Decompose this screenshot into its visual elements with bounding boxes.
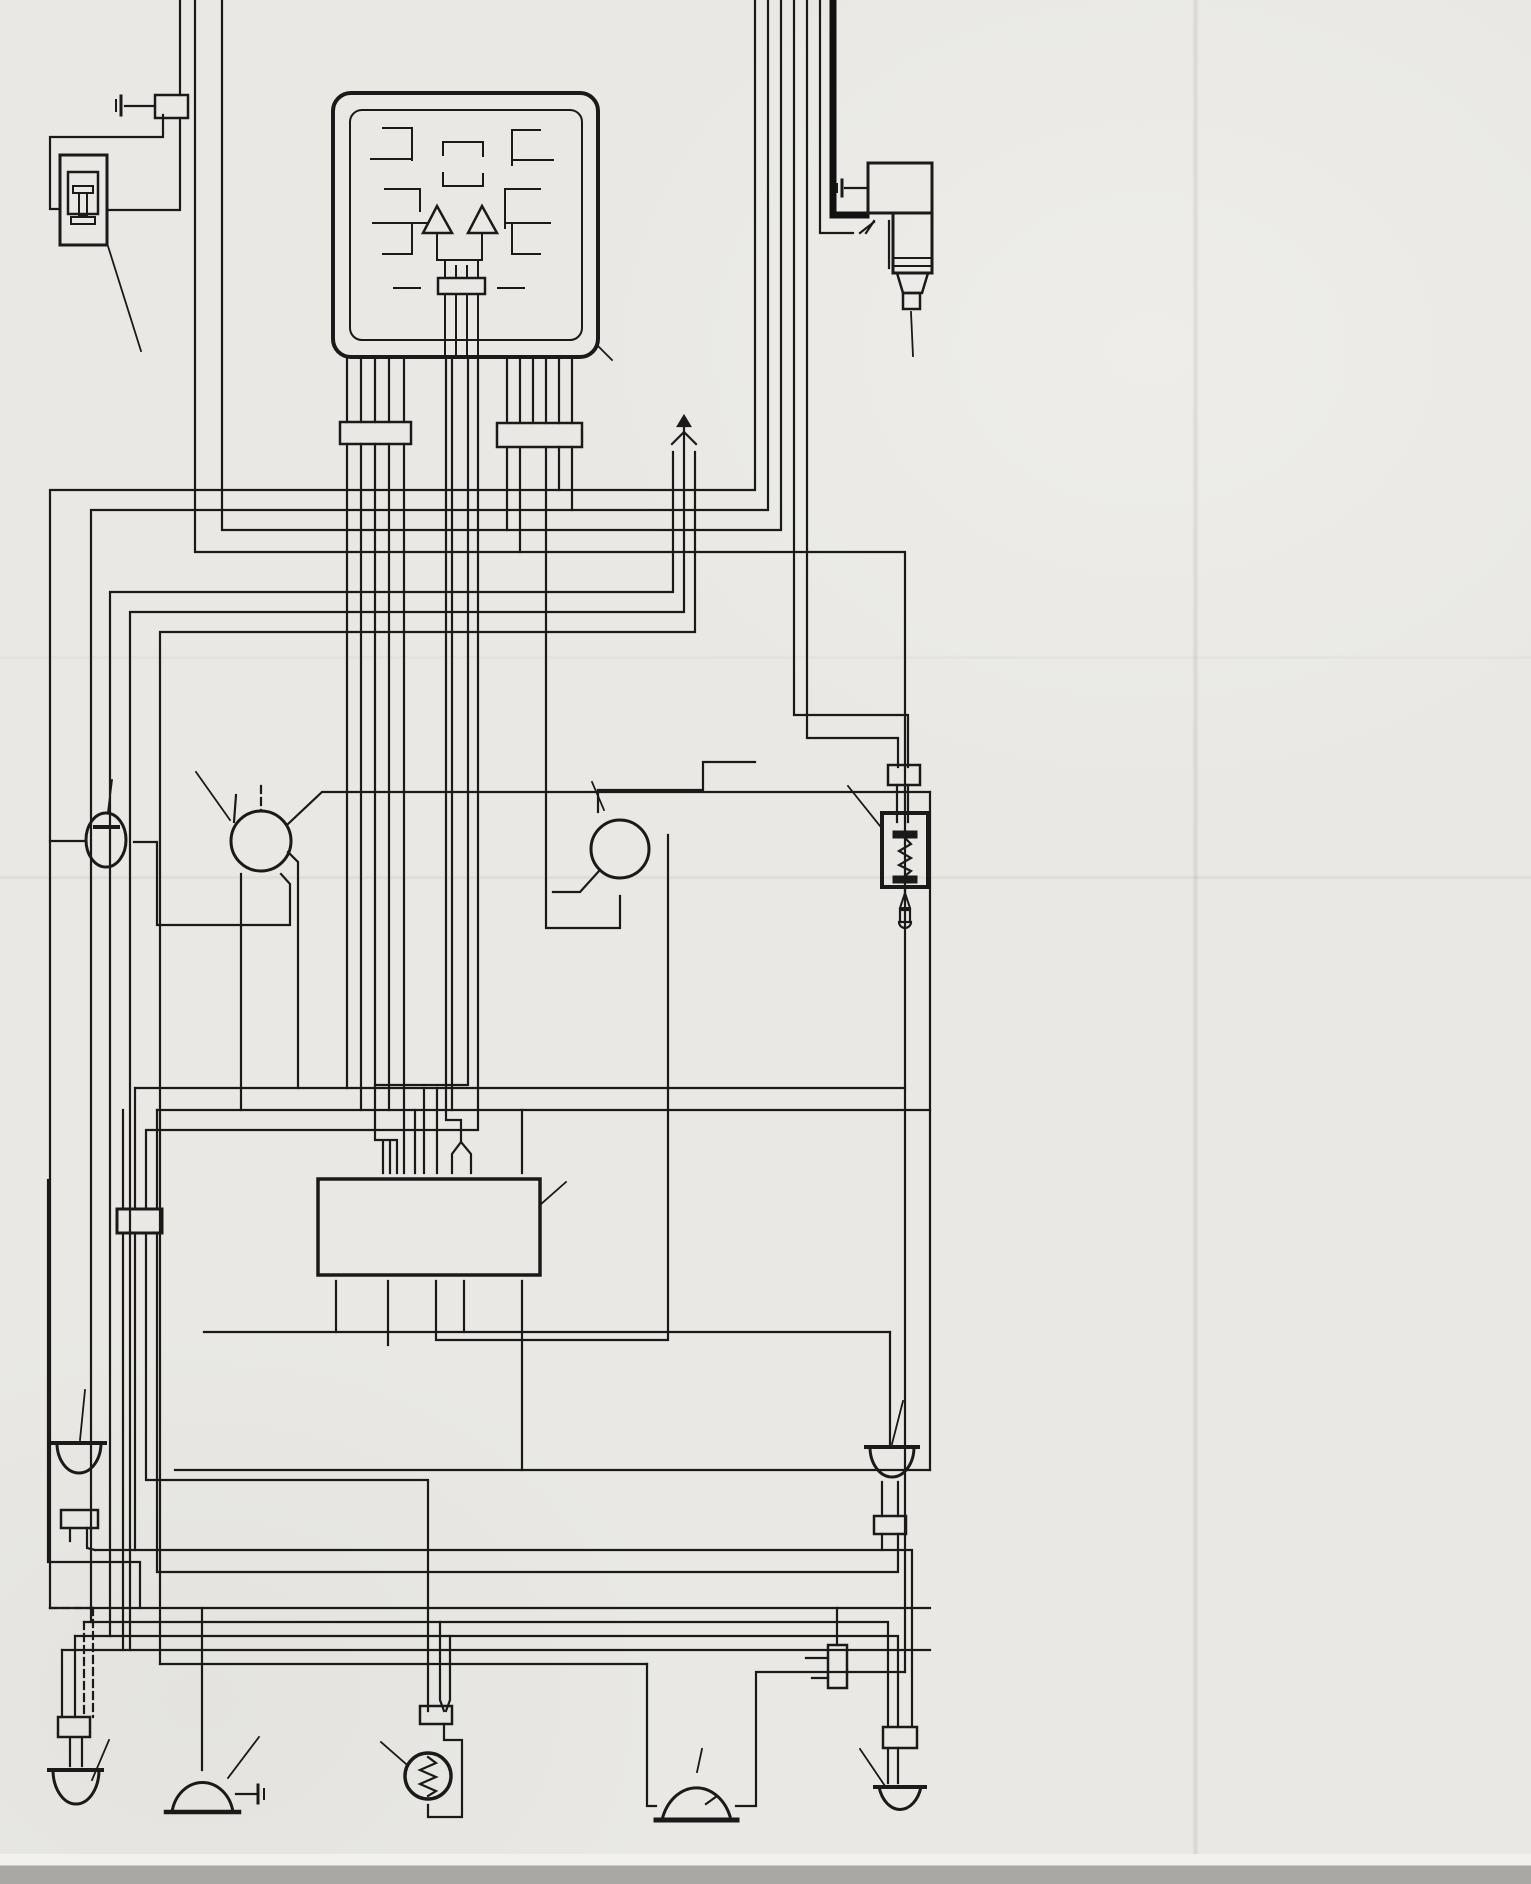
connector-16r — [883, 1727, 917, 1748]
ground-mast-icon — [672, 416, 696, 450]
connector-strip-a — [340, 422, 411, 444]
light-switch-12 — [591, 820, 649, 878]
connector-16l — [58, 1717, 90, 1737]
badge-pointer-lines — [80, 243, 913, 1786]
component-shapes — [49, 93, 932, 1820]
scan-edge-bottom — [0, 1854, 1531, 1884]
connector-7 — [155, 95, 188, 118]
plate-lamp-17 — [166, 1782, 264, 1812]
fuel-sender-18 — [405, 1753, 451, 1799]
control-panel-8 — [333, 93, 598, 357]
connector-15l — [61, 1510, 98, 1528]
connector-left-4pin — [117, 1209, 162, 1233]
connector-strip-b — [497, 423, 582, 447]
battery-cable — [833, 0, 866, 215]
fuse-box-14 — [318, 1179, 540, 1275]
rear-projector-19 — [656, 1788, 737, 1820]
ignition-switch-11 — [231, 811, 291, 871]
front-lamp-15-left — [53, 1443, 105, 1473]
connector-15r — [874, 1516, 906, 1534]
connector-16r-side — [828, 1645, 847, 1688]
wire-runs — [48, 0, 930, 1817]
regulator-7 — [60, 155, 107, 245]
ground-icon — [116, 96, 121, 115]
front-lamp-15-right — [866, 1447, 918, 1477]
starter-motor-9 — [837, 163, 932, 309]
rear-lamp-16-right — [875, 1787, 925, 1809]
